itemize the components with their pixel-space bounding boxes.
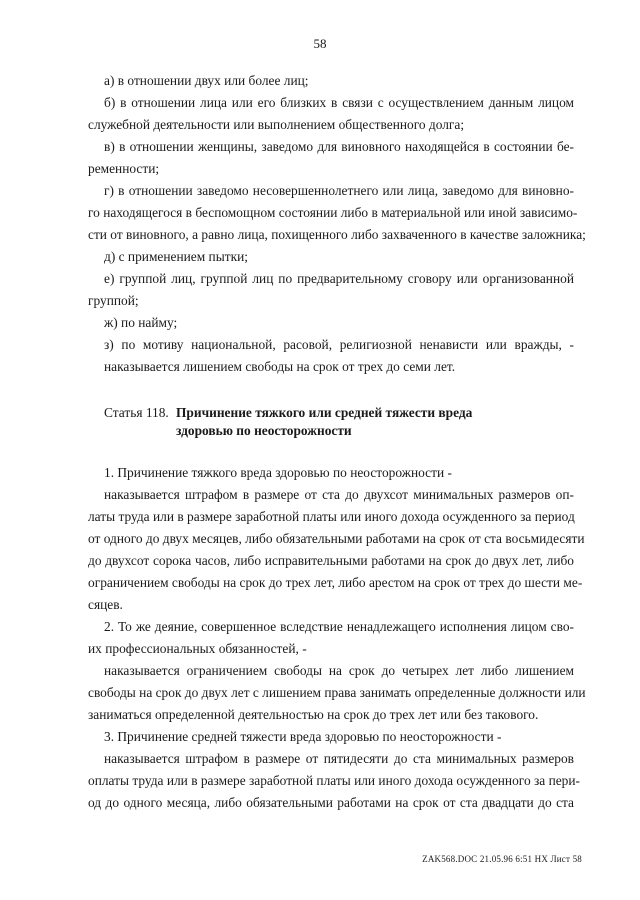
document-footer: ZAK568.DOC 21.05.96 6:51 НХ Лист 58	[422, 854, 582, 864]
article-number: Статья 118.	[104, 405, 169, 420]
part-3-line2: оплаты труда или в размере заработной платы или иного дохода осужденного за пери-	[88, 773, 580, 788]
list-item-e-line2: группой;	[88, 293, 139, 308]
list-item-v-line1: в) в отношении женщины, заведомо для виновного находящейся в состоянии бе-	[104, 139, 574, 154]
part-2-heading-line1: 2. То же деяние, совершенное вследствие ненадлежащего исполнения лицом сво-	[104, 619, 574, 634]
list-item-v-line2: ременности;	[88, 161, 160, 176]
part-1-heading: 1. Причинение тяжкого вреда здоровью по неосторожности -	[104, 465, 452, 480]
part-2-heading-line2: их профессиональных обязанностей, -	[88, 641, 307, 656]
list-item-d: д) с применением пытки;	[104, 249, 248, 264]
part-3-heading: 3. Причинение средней тяжести вреда здоровью по неосторожности -	[104, 729, 502, 744]
list-item-b-line1: б) в отношении лица или его близких в связи с осуществлением данным лицом	[104, 95, 574, 110]
article-title-line1: Причинение тяжкого или средней тяжести вреда	[176, 405, 473, 420]
part-1-line4: до двухсот сорока часов, либо исправительными работами на срок до двух лет, либо	[88, 553, 574, 568]
article-title-line2: здоровью по неосторожности	[176, 423, 352, 438]
list-item-g-line2: го находящегося в беспомощном состоянии либо в материальной или иной зависимо-	[88, 205, 578, 220]
part-1-line2: латы труда или в размере заработной платы или иного дохода осужденного за период	[88, 509, 575, 524]
part-2-line1: наказывается ограничением свободы на срок до четырех лет либо лишением	[104, 663, 574, 678]
part-1-line5: ограничением свободы на срок до трех лет, либо арестом на срок от трех до шести ме-	[88, 575, 583, 590]
list-item-g-line1: г) в отношении заведомо несовершеннолетнего или лица, заведомо для виновно-	[104, 183, 574, 198]
list-item-e-line1: е) группой лиц, группой лиц по предварительному сговору или организованной	[104, 271, 574, 286]
part-3-line1: наказывается штрафом в размере от пятидесяти до ста минимальных размеров	[104, 751, 574, 766]
part-2-line2: свободы на срок до двух лет с лишением права занимать определенные должности или	[88, 685, 586, 700]
list-item-zh: ж) по найму;	[104, 315, 178, 330]
page-number: 58	[313, 36, 327, 51]
part-3-line3: од до одного месяца, либо обязательными работами на срок от ста двадцати до ста	[88, 795, 574, 810]
list-item-a: а) в отношении двух или более лиц;	[104, 73, 309, 88]
list-item-g-line3: сти от виновного, а равно лица, похищенного либо захваченного в качестве заложника;	[88, 227, 586, 242]
part-1-line6: сяцев.	[88, 597, 123, 612]
penalty-text: наказывается лишением свободы на срок от трех до семи лет.	[104, 359, 456, 374]
list-item-b-line2: служебной деятельности или выполнением общественного долга;	[88, 117, 465, 132]
part-1-line3: от одного до двух месяцев, либо обязательными работами на срок от ста восьмидесяти	[88, 531, 585, 546]
list-item-z: з) по мотиву национальной, расовой, религиозной ненависти или вражды, -	[104, 337, 574, 352]
part-1-line1: наказывается штрафом в размере от ста до двухсот минимальных размеров оп-	[104, 487, 574, 502]
part-2-line3: заниматься определенной деятельностью на срок до трех лет или без такового.	[88, 707, 539, 722]
